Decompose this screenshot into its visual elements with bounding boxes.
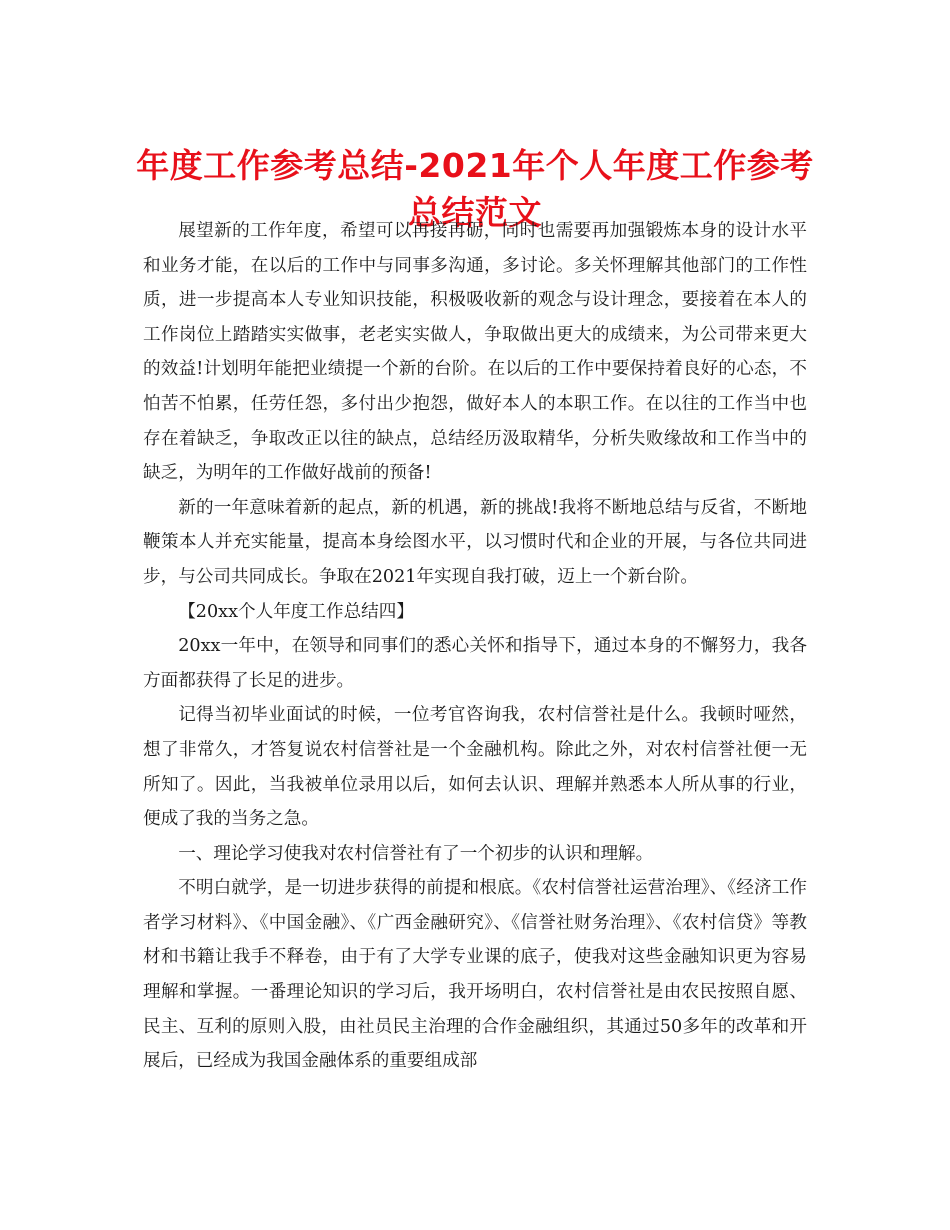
section-heading-theory-learning: 一、理论学习使我对农村信誉社有了一个初步的认识和理解。 bbox=[178, 843, 654, 864]
section-heading-summary-four: 【20xx个人年度工作总结四】 bbox=[178, 601, 414, 622]
paragraph-interview: 记得当初毕业面试的时候，一位考官咨询我，农村信誉社是什么。我顿时哑然，想了非常久，才答复说农村信誉社是一个金融机构。除此之外，对农村信誉社便一无所知了。因此，当我被单位录用以后，如何去认识、理解并熟悉本人所从事的行业，便成了我的当务之急。 bbox=[143, 705, 807, 830]
paragraph-year-progress: 20xx一年中，在领导和同事们的悉心关怀和指导下，通过本身的不懈努力，我各方面都获得了长足的进步。 bbox=[143, 636, 807, 691]
paragraph-study-materials: 不明白就学，是一切进步获得的前提和根底。《农村信誉社运营治理》、《经济工作者学习材料》、《中国金融》、《广西金融研究》、《信誉社财务治理》、《农村信贷》等教材和书籍让我手不释卷，由于有了大学专业课的底子，使我对这些金融知识更为容易理解和掌握。一番理论知识的学习后，我开场明白，农村信誉社是由农民按照自愿、民主、互利的原则入股，由社员民主治理的合作金融组织，其通过50多年的改革和开展后，已经成为我国金融体系的重要组成部 bbox=[143, 878, 807, 1072]
paragraph-new-year: 新的一年意味着新的起点，新的机遇，新的挑战!我将不断地总结与反省，不断地鞭策本人并充实能量，提高本身绘图水平，以习惯时代和企业的开展，与各位共同进步，与公司共同成长。争取在2021年实现自我打破，迈上一个新台阶。 bbox=[143, 497, 807, 587]
paragraph-outlook: 展望新的工作年度，希望可以再接再砺，同时也需要再加强锻炼本身的设计水平和业务才能，在以后的工作中与同事多沟通，多讨论。多关怀理解其他部门的工作性质，进一步提高本人专业知识技能，积极吸收新的观念与设计理念，要接着在本人的工作岗位上踏踏实实做事，老老实实做人，争取做出更大的成绩来，为公司带来更大的效益!计划明年能把业绩提一个新的台阶。在以后的工作中要保持着良好的心态，不怕苦不怕累，任劳任怨，多付出少抱怨，做好本人的本职工作。在以往的工作当中也存在着缺乏，争取改正以往的缺点，总结经历汲取精华，分析失败缘故和工作当中的缺乏，为明年的工作做好战前的预备! bbox=[143, 221, 807, 484]
document-title: 年度工作参考总结-2021年个人年度工作参考总结范文 bbox=[136, 146, 814, 233]
document-body bbox=[143, 214, 807, 1079]
